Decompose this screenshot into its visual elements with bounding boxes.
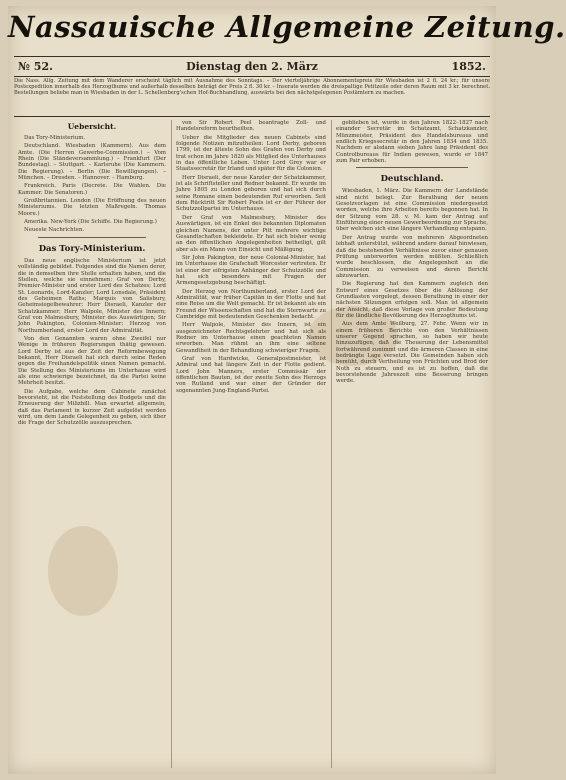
masthead-title: Nassauische Allgemeine Zeitung. — [8, 10, 566, 44]
masthead-rule — [14, 56, 490, 57]
newspaper-page — [8, 6, 566, 774]
overview-entry: Großbritannien. London (Die Eröffnung des neuen Ministeriums. Die letzten Maßregeln. Thomas Moore.) — [18, 198, 166, 217]
section-divider — [38, 237, 146, 238]
article-paragraph: Sir John Pakington, der neue Colonial-Minister, hat im Unterhause die Grafschaft Worcester vertreten. Er ist einer der eifrigsten Anhänger der Schutzzölle und hat sich besonders mit Fragen der Armengesetzgebung beschäftigt. — [176, 254, 326, 287]
section-heading: Deutschland. — [380, 174, 444, 185]
article-paragraph: Graf von Hardwicke, Generalpostmeister, ist Admiral und hat längere Zeit in der Flotte gedient. Lord John Manners, erster Commissär der öffentlichen Bauten, ist der zweite Sohn des Herzogs von Rutland und war einer der Gründer der sogenannten Jung-England-Partei. — [176, 356, 326, 394]
article-paragraph: von Sir Robert Peel beantragte Zoll- und Handelsreform beurtheilten. — [176, 120, 326, 133]
news-paragraph: Die Regierung hat den Kammern zugleich den Entwurf eines Gesetzes über die Ablösung der Grundlasten vorgelegt, dessen Berathung in einer der nächsten Sitzungen erfolgen soll. Man ist allgemein der Ansicht, daß diese Vorlage von großer Bedeutung für die ländliche Bevölkerung des Herzogthums ist. — [336, 281, 488, 319]
article-heading: Das Tory-Ministerium. — [38, 243, 146, 254]
issue-row — [14, 60, 490, 76]
column-3 — [336, 120, 488, 768]
overview-entry: Frankreich. Paris (Decrete. Die Wahlen. Die Kammer. Die Senatoren.) — [18, 183, 166, 196]
column-separator — [331, 120, 332, 768]
overview-heading: Uebersicht. — [67, 122, 117, 131]
news-paragraph: Der Antrag wurde von mehreren Abgeordneten lebhaft unterstützt, während andere darauf hinwiesen, daß die bestehenden Verhältnisse zuvor einer genauen Prüfung unterworfen werden müßten. Schließlich wurde beschlossen, die Angelegenheit an die Commission zu verweisen und deren Bericht abzuwarten. — [336, 234, 488, 279]
news-paragraph: Wiesbaden, 1. März. Die Kammern der Landstände sind nicht belegt. Zur Berathung der neuen Gesetzvorlagen ist eine Commission niedergesetzt worden, welche ihre Arbeiten bereits begonnen hat. In der Sitzung vom 28. v. M. kam der Antrag auf Einführung einer neuen Gewerbeordnung zur Sprache, über welchen sich eine längere Verhandlung entspann. — [336, 188, 488, 233]
section-divider — [356, 167, 468, 168]
overview-entry: Neueste Nachrichten. — [24, 227, 85, 234]
article-paragraph: Ueber die Mitglieder des neuen Cabinets sind folgende Notizen mitzutheilen: Lord Derby, geboren 1799, ist der älteste Sohn des Grafen von Derby und trat schon im Jahre 1820 als Mitglied des Unterhauses in das öffentliche Leben. Unter Lord Grey war er Staatssecretär für Irland und später für die Colonien. — [176, 134, 326, 173]
issue-date: Dienstag den 2. März — [186, 60, 318, 73]
column-separator — [171, 120, 172, 768]
article-paragraph: Die Aufgabe, welche dem Cabinete zunächst bevorsteht, ist die Feststellung des Budgets und die Erneuerung der Milizbill. Man erwartet allgemein, daß das Parlament in kurzer Zeit aufgelöst werden wird, um dem Lande Gelegenheit zu geben, sich über die Frage der Schutzzölle auszusprechen. — [18, 388, 166, 427]
news-paragraph: Aus dem Amte Weilburg, 27. Febr. Wenn wir in einem früheren Berichte von den Verhältnissen unserer Gegend sprachen, so haben wir heute hinzuzufügen, daß die Theuerung der Lebensmittel fortwährend zunimmt und die ärmeren Classen in eine bedrängte Lage versetzt. Die Gemeinden haben sich bemüht, durch Vertheilung von Früchten und Brod der Noth zu steuern, und es ist zu hoffen, daß die bevorstehende Jahreszeit eine Besserung bringen werde. — [336, 321, 488, 385]
article-paragraph: Der Graf von Malmesbury, Minister des Auswärtigen, ist ein Enkel des bekannten Diplomaten gleichen Namens, der unter Pitt mehrere wichtige Gesandtschaften bekleidete. Er hat sich bisher wenig an den öffentlichen Angelegenheiten betheiligt, gilt aber als ein Mann von Einsicht und Mäßigung. — [176, 214, 326, 253]
column-2 — [176, 120, 326, 768]
article-paragraph: Das neue englische Ministerium ist jetzt vollständig gebildet. Folgendes sind die Namen derer, die in demselben ihre Stelle erhalten haben, und die Stellen, welche sie einnehmen: Graf von Derby, Premier-Minister und erster Lord des Schatzes; Lord St. Leonards, Lord-Kanzler; Lord Lonsdale, Präsident des Geheimen Raths; Marquis von Salisbury, Geheimsiegelbewahrer; Herr Disraeli, Kanzler der Schatzkammer; Herr Walpole, Minister des Innern; Graf von Malmesbury, Minister des Auswärtigen; Sir John Pakington, Colonien-Minister; Herzog von Northumberland, erster Lord der Admiralität. — [18, 257, 166, 334]
issue-year: 1852. — [451, 60, 486, 73]
issue-number: № 52. — [18, 60, 53, 73]
article-paragraph: Herr Disraeli, der neue Kanzler der Schatzkammer, ist als Schriftsteller und Redner bekannt. Er wurde im Jahre 1805 zu London geboren und hat sich durch seine Romane einen bedeutenden Ruf erworben. Seit dem Rücktritt Sir Robert Peels ist er der Führer der Schutzzollpartei im Unterhause. — [176, 174, 326, 213]
column-1 — [18, 120, 166, 768]
article-paragraph: geblieben ist, wurde in den Jahren 1822–1827 nach einander Secretär im Schatzamt, Schatzkanzler, Münzmeister, Präsident des Handelsbureaus und endlich Kriegssecretär in den Jahren 1834 und 1835. Nachdem er alsdann sieben Jahre lang Präsident des Controlbureaus für Indien gewesen, wurde er 1847 zum Pair erhoben. — [336, 120, 488, 165]
notice-rule — [14, 116, 490, 117]
overview-entry: Deutschland. Wiesbaden (Kammern). Aus dem Amte. (Die Herren Gewerbe-Commission.) – Vom Rhein (Die Ständeversammlung.) – Frankfurt (Der Bundestag). – Stuttgart. – Karlsruhe (Die Kammern. Die Regierung). – Berlin (Die Bewilligungen). – München. – Dresden. – Hannover. – Hamburg. — [18, 143, 166, 182]
overview-entry: Das Tory-Ministerium. — [24, 135, 86, 141]
overview-entry: Amerika. New-York (Die Schiffe. Die Regierung.) — [24, 219, 157, 226]
article-paragraph: Von den Genannten waren ohne Zweifel nur Wenige in früheren Regierungen thätig gewesen. Lord Derby ist aus der Zeit der Reformbewegung bekannt, Herr Disraeli hat sich durch seine Reden gegen die Freihandelspolitik einen Namen gemacht. Die Stellung des Ministeriums im Unterhause wird als eine schwierige bezeichnet, da die Partei keine Mehrheit besitzt. — [18, 335, 166, 387]
article-paragraph: Herr Walpole, Minister des Innern, ist ein ausgezeichneter Rechtsgelehrter und hat sich als Redner im Unterhause einen geachteten Namen erworben. Man rühmt an ihm eine seltene Gewandtheit in der Behandlung schwieriger Fragen. — [176, 322, 326, 354]
article-paragraph: Der Herzog von Northumberland, erster Lord der Admiralität, war früher Capitän in der Flotte und hat eine Reise um die Welt gemacht. Er ist bekannt als ein Freund der Wissenschaften und hat die Sternwarte zu Cambridge mit bedeutenden Geschenken bedacht. — [176, 288, 326, 320]
subscription-notice: Die Nass. Allg. Zeitung mit dem Wanderer erscheint täglich mit Ausnahme des Sonntags. – Der vierteljährige Abonnementspreis für Wiesbaden ist 2 fl. 24 kr.; für unsere Postexpedition innerhalb des Herzogthums und außerhalb desselben beträgt der Preis 2 fl. 30 kr. – Inserate werden die dreispaltige Petitzeile oder deren Raum mit 3 kr. berechnet. Bestellungen beliebe man in Wiesbaden in der L. Schellenberg'schen Hof-Buchhandlung, auswärts bei den nächstgelegenen Postämtern zu machen. — [14, 78, 490, 97]
issue-rule — [14, 76, 490, 77]
